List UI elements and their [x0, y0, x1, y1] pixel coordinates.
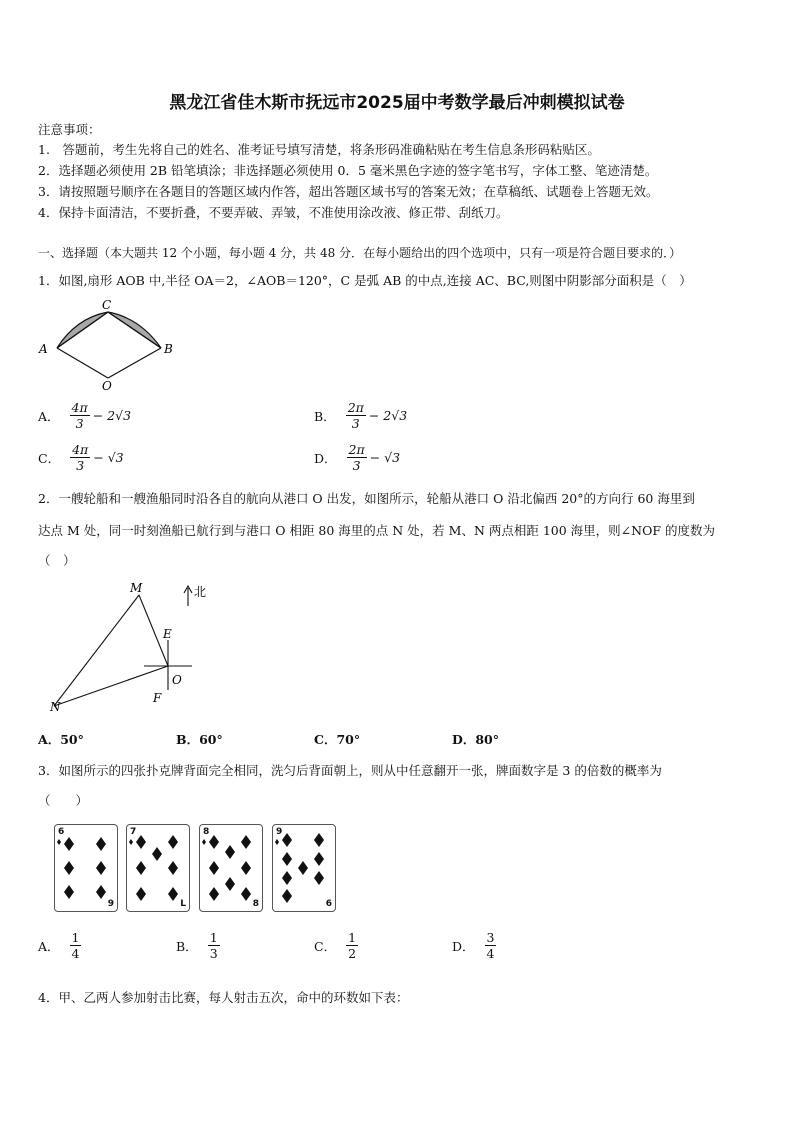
- notice-item: 2．选择题必须使用 2B 铅笔填涂；非选择题必须使用 0．5 毫米黑色字迹的签字笔书写，字体工整、笔迹清楚。: [38, 163, 658, 178]
- fraction: $\frac{1}{3}$: [209, 930, 218, 961]
- expression-rest: − √3: [369, 450, 401, 465]
- notice-item: 1. 答题前，考生先将自己的姓名、准考证号填写清楚，将条形码准确粘贴在考生信息条形码粘贴区。: [38, 142, 600, 157]
- label-o: O: [172, 673, 182, 687]
- fraction: $\frac{1}{4}$: [71, 930, 80, 961]
- question-4-stem: 4．甲、乙两人参加射击比赛，每人射击五次，命中的环数如下表：: [38, 990, 409, 1005]
- notice-item: 4．保持卡面清洁，不要折叠，不要弄破、弄皱，不准使用涂改液、修正带、刮纸刀。: [38, 205, 509, 220]
- option-label: D．: [314, 450, 337, 466]
- fraction: $\frac{4\pi}{3}$: [71, 400, 88, 431]
- radius-oa: [57, 348, 108, 378]
- chord-bc: [108, 312, 161, 348]
- radius-ob: [108, 348, 161, 378]
- q1-option-a[interactable]: [38, 400, 131, 431]
- card-pips: [273, 825, 335, 911]
- q2-option-c[interactable]: C．70°: [314, 732, 361, 747]
- option-label: D．: [452, 938, 475, 954]
- label-north: 北: [194, 585, 207, 599]
- card-rank-flipped: 6: [325, 899, 332, 909]
- option-label: C．: [314, 938, 337, 954]
- segment-no: [54, 666, 168, 706]
- playing-card-6: [54, 824, 118, 912]
- option-label: B．: [176, 938, 198, 954]
- label-c: C: [102, 298, 112, 312]
- card-pips: [200, 825, 262, 911]
- card-rank: 6: [58, 827, 65, 837]
- notice-item: 3．请按照题号顺序在各题目的答题区域内作答，超出答题区域书写的答案无效；在草稿纸、试题卷上答题无效。: [38, 184, 659, 199]
- fraction: $\frac{2\pi}{3}$: [347, 400, 364, 431]
- expression-rest: − 2√3: [368, 408, 408, 423]
- label-f: F: [153, 691, 162, 705]
- card-rank: 7: [130, 827, 137, 837]
- label-o: O: [102, 379, 112, 392]
- card-rank-flipped: L: [180, 899, 186, 909]
- question-3-stem-line1: 3．如图所示的四张扑克牌背面完全相同，洗匀后背面朝上，则从中任意翻开一张，牌面数字是 3 的倍数的概率为: [38, 763, 662, 778]
- fraction: $\frac{3}{4}$: [486, 930, 495, 961]
- card-rank-flipped: 9: [107, 899, 114, 909]
- card-rank: 9: [276, 827, 283, 837]
- question-1-stem: 1．如图,扇形 AOB 中,半径 OA＝2，∠AOB＝120°，C 是弧 AB 的中点,连接 AC、BC,则图中阴影部分面积是（ ）: [38, 273, 692, 288]
- option-label: B．: [314, 408, 336, 424]
- q1-option-c[interactable]: [38, 442, 124, 473]
- section-heading: 一、选择题（本大题共 12 个小题，每小题 4 分，共 48 分．在每小题给出的四个选项中，只有一项是符合题目要求的．）: [38, 246, 682, 260]
- q3-option-a[interactable]: [38, 930, 81, 961]
- q3-option-b[interactable]: [176, 930, 220, 961]
- q3-option-c[interactable]: [314, 930, 358, 961]
- label-a: A: [39, 342, 48, 356]
- q2-option-b[interactable]: B．60°: [176, 732, 223, 747]
- card-pips: [55, 825, 117, 911]
- option-label: C．: [38, 450, 61, 466]
- sector-figure: [36, 296, 186, 392]
- label-e: E: [163, 627, 172, 641]
- playing-card-7: [126, 824, 190, 912]
- expression-rest: − √3: [93, 450, 124, 465]
- question-2-stem-line3: （ ）: [38, 553, 76, 568]
- notice-heading: 注意事项：: [38, 122, 101, 137]
- playing-card-9: [272, 824, 336, 912]
- label-m: M: [130, 581, 143, 595]
- navigation-figure: [40, 578, 220, 718]
- card-rank-flipped: 8: [252, 899, 259, 909]
- label-n: N: [50, 700, 61, 714]
- card-rank: 8: [203, 827, 210, 837]
- question-2-stem-line1: 2．一艘轮船和一艘渔船同时沿各自的航向从港口 O 出发，如图所示，轮船从港口 O 沿北偏西 20°的方向行 60 海里到: [38, 491, 695, 506]
- question-2-stem-line2: 达点 M 处，同一时刻渔船已航行到与港口 O 相距 80 海里的点 N 处，若 M、N 两点相距 100 海里，则∠NOF 的度数为: [38, 523, 715, 538]
- question-3-stem-line2: （ ）: [38, 793, 89, 808]
- q2-option-d[interactable]: D．80°: [452, 732, 499, 747]
- fraction: $\frac{2\pi}{3}$: [348, 442, 365, 473]
- expression-rest: − 2√3: [92, 408, 132, 423]
- q3-option-d[interactable]: [452, 930, 496, 961]
- card-pips: [127, 825, 189, 911]
- q1-option-d[interactable]: [314, 442, 400, 473]
- fraction: $\frac{4\pi}{3}$: [72, 442, 89, 473]
- chord-ac: [57, 312, 108, 348]
- label-b: B: [164, 342, 173, 356]
- q1-option-b[interactable]: [314, 400, 407, 431]
- option-label: A．: [38, 938, 60, 954]
- playing-card-8: [199, 824, 263, 912]
- option-label: A．: [38, 408, 60, 424]
- segment-mn: [54, 595, 139, 706]
- q2-option-a[interactable]: A．50°: [38, 732, 84, 747]
- fraction: $\frac{1}{2}$: [348, 930, 357, 961]
- page-title: 黑龙江省佳木斯市抚远市2025届中考数学最后冲刺模拟试卷: [169, 93, 625, 113]
